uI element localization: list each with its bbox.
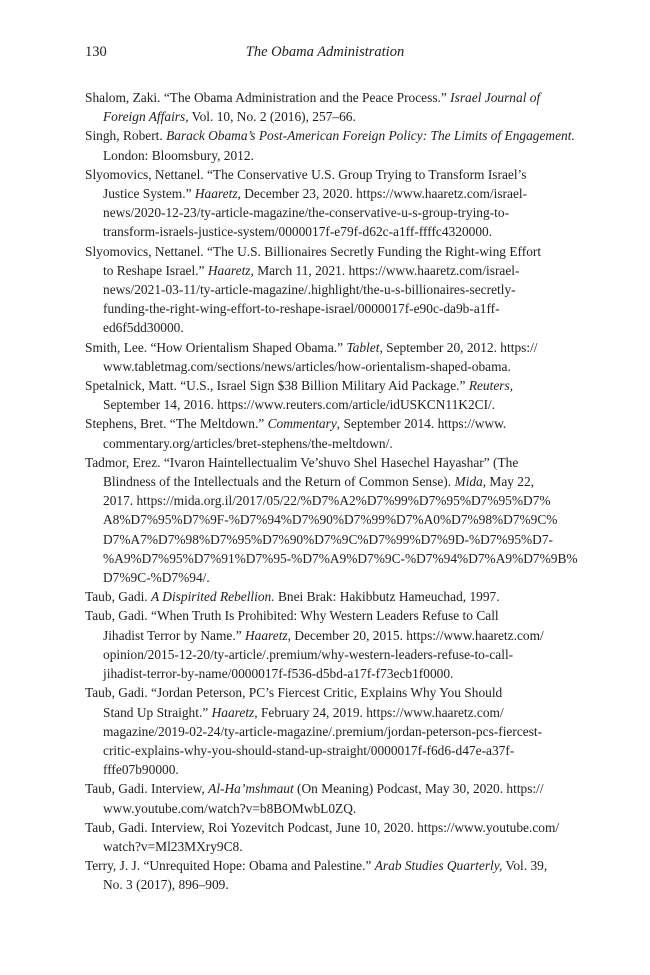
entry-line bbox=[85, 818, 560, 837]
entry-line bbox=[85, 107, 560, 126]
entry-text: , March 11, 2021. https://www.haaretz.com/israel- bbox=[250, 262, 520, 278]
entry-line bbox=[85, 318, 560, 337]
running-head: The Obama Administration bbox=[245, 44, 405, 60]
entry-line bbox=[85, 587, 560, 606]
italic-title: Reuters bbox=[468, 378, 510, 394]
bibliography-list bbox=[85, 88, 578, 895]
entry-text: www.youtube.com/watch?v=b8BOMwbL0ZQ. bbox=[103, 800, 357, 816]
entry-line bbox=[85, 222, 560, 241]
entry-line bbox=[85, 184, 560, 203]
entry-line bbox=[85, 165, 560, 184]
entry-text: Shalom, Zaki. “The Obama Administration and the Peace Process.” bbox=[85, 90, 451, 105]
entry-text: opinion/2015-12-20/ty-article/.premium/why-western-leaders-refuse-to-call- bbox=[103, 646, 514, 662]
entry-line bbox=[85, 203, 560, 222]
entry-line bbox=[85, 837, 560, 856]
entry-line bbox=[85, 88, 560, 107]
entry-line bbox=[85, 357, 560, 376]
bibliography-entry bbox=[85, 779, 560, 817]
entry-text: watch?v=Ml23MXry9C8. bbox=[103, 838, 243, 854]
bibliography-entry bbox=[85, 587, 560, 606]
entry-line bbox=[85, 510, 560, 529]
entry-line bbox=[85, 261, 560, 280]
bibliography-entry bbox=[85, 414, 560, 452]
entry-text: news/2020-12-23/ty-article-magazine/the-conservative-u-s-group-trying-to- bbox=[103, 205, 510, 221]
entry-line bbox=[85, 376, 560, 395]
italic-title: Foreign Affairs, bbox=[103, 109, 189, 125]
entry-line bbox=[85, 683, 560, 702]
entry-text: jihadist-terror-by-name/0000017f-f536-d5bd-a17f-f73ecb1f0000. bbox=[103, 666, 454, 682]
entry-text: D7%9C-%D7%94/. bbox=[103, 570, 210, 586]
entry-text: %A9%D7%95%D7%91%D7%95-%D7%A9%D7%9C-%D7%94%D7%A9%D7%9B% bbox=[103, 550, 578, 566]
entry-text: Jihadist Terror by Name.” bbox=[103, 627, 245, 643]
page-number: 130 bbox=[85, 44, 107, 60]
entry-line bbox=[85, 722, 560, 741]
entry-text: Vol. 39, bbox=[502, 858, 548, 874]
entry-text: , bbox=[509, 378, 514, 394]
bibliography-entry bbox=[85, 242, 560, 338]
entry-text: Stephens, Bret. “The Meltdown.” bbox=[85, 416, 268, 432]
entry-line bbox=[85, 491, 560, 510]
entry-line bbox=[85, 856, 560, 875]
italic-title: Haaretz bbox=[211, 704, 255, 720]
entry-line bbox=[85, 664, 560, 683]
entry-line bbox=[85, 299, 560, 318]
entry-text: London: Bloomsbury, 2012. bbox=[103, 147, 254, 163]
entry-line bbox=[85, 242, 560, 261]
entry-text: to Reshape Israel.” bbox=[103, 262, 208, 278]
entry-text: magazine/2019-02-24/ty-article-magazine/.premium/jordan-peterson-pcs-fiercest- bbox=[103, 723, 543, 739]
entry-text: (On Meaning) Podcast, May 30, 2020. https:// bbox=[293, 781, 544, 797]
bibliography-entry bbox=[85, 683, 560, 779]
entry-line bbox=[85, 799, 560, 818]
entry-text: www.tabletmag.com/sections/news/articles/how-orientalism-shaped-obama. bbox=[103, 358, 511, 374]
italic-title: Haaretz bbox=[194, 186, 238, 202]
entry-text: Justice System.” bbox=[103, 186, 195, 202]
entry-text: 2017. https://mida.org.il/2017/05/22/%D7%A2%D7%99%D7%95%D7%95%D7% bbox=[103, 493, 551, 509]
entry-line bbox=[85, 606, 560, 625]
entry-text: Slyomovics, Nettanel. “The U.S. Billionaires Secretly Funding the Right-wing Effort bbox=[85, 243, 542, 259]
entry-text: Taub, Gadi. Interview, Roi Yozevitch Podcast, June 10, 2020. https://www.youtube.com/ bbox=[85, 819, 560, 835]
entry-text: No. 3 (2017), 896–909. bbox=[103, 877, 229, 893]
bibliography-entry bbox=[85, 126, 575, 164]
entry-line bbox=[85, 280, 560, 299]
entry-line bbox=[85, 126, 575, 145]
entry-line bbox=[85, 741, 560, 760]
entry-text: Slyomovics, Nettanel. “The Conservative U.S. Group Trying to Transform Israel’s bbox=[85, 166, 527, 182]
entry-text: Taub, Gadi. “Jordan Peterson, PC’s Fiercest Critic, Explains Why You Should bbox=[85, 685, 503, 701]
entry-line bbox=[85, 645, 560, 664]
entry-line bbox=[85, 434, 560, 453]
entry-line bbox=[85, 626, 560, 645]
entry-text: Terry, J. J. “Unrequited Hope: Obama and Palestine.” bbox=[85, 858, 375, 874]
bibliography-entry bbox=[85, 338, 560, 376]
entry-text: Bnei Brak: Hakibbutz Hameuchad, 1997. bbox=[274, 589, 500, 605]
italic-title: Israel Journal of bbox=[450, 90, 541, 105]
entry-line bbox=[85, 549, 578, 568]
bibliography-entry bbox=[85, 856, 560, 894]
bibliography-entry bbox=[85, 165, 560, 242]
entry-text: September 14, 2016. https://www.reuters.com/article/idUSKCN11K2CI/. bbox=[103, 397, 496, 413]
entry-line bbox=[85, 703, 560, 722]
entry-text: transform-israels-justice-system/0000017f-e79f-d62c-a1ff-ffffc4320000. bbox=[103, 224, 493, 240]
bibliography-entry bbox=[85, 606, 560, 683]
entry-text: , December 23, 2020. https://www.haaretz.com/israel- bbox=[237, 186, 528, 202]
entry-text: Singh, Robert. bbox=[85, 128, 167, 144]
entry-line bbox=[85, 472, 560, 491]
italic-title: Haaretz bbox=[244, 627, 288, 643]
entry-text: Stand Up Straight.” bbox=[103, 704, 212, 720]
italic-title: A Dispirited Rebellion. bbox=[151, 589, 275, 605]
entry-text: critic-explains-why-you-should-stand-up-straight/0000017f-f6d6-d47e-a37f- bbox=[103, 742, 515, 758]
entry-text: news/2021-03-11/ty-article-magazine/.highlight/the-u-s-billionaires-secretly- bbox=[103, 282, 516, 298]
entry-line bbox=[85, 395, 560, 414]
entry-text: Smith, Lee. “How Orientalism Shaped Obama.” bbox=[85, 339, 347, 355]
bibliography-entry bbox=[85, 376, 560, 414]
italic-title: Commentary bbox=[267, 416, 337, 432]
entry-text: D7%A7%D7%98%D7%95%D7%90%D7%9C%D7%99%D7%9D-%D7%95%D7- bbox=[103, 531, 553, 547]
entry-line bbox=[85, 453, 560, 472]
entry-line bbox=[85, 414, 560, 433]
entry-line bbox=[85, 779, 560, 798]
bibliography-entry bbox=[85, 88, 560, 126]
entry-text: Vol. 10, No. 2 (2016), 257–66. bbox=[188, 109, 356, 125]
entry-text: , May 22, bbox=[482, 474, 535, 490]
entry-text: commentary.org/articles/bret-stephens/the-meltdown/. bbox=[103, 435, 393, 451]
italic-title: Barack Obama’s Post-American Foreign Policy: The Limits of Engagement. bbox=[166, 128, 575, 144]
italic-title: Al-Ha’mshmaut bbox=[208, 781, 294, 797]
entry-line bbox=[85, 875, 560, 894]
entry-text: Tadmor, Erez. “Ivaron Haintellectualim Ve’shuvo Shel Hasechel Hayashar” (The bbox=[85, 454, 519, 470]
italic-title: Tablet bbox=[346, 339, 380, 355]
bibliography-entry bbox=[85, 818, 560, 856]
entry-line bbox=[85, 530, 560, 549]
entry-text: ed6f5dd30000. bbox=[103, 320, 184, 336]
entry-text: , February 24, 2019. https://www.haaretz.com/ bbox=[254, 704, 504, 720]
entry-text: A8%D7%95%D7%9F-%D7%94%D7%90%D7%99%D7%A0%D7%98%D7%9C% bbox=[103, 512, 558, 528]
entry-text: , September 20, 2012. https:// bbox=[379, 339, 538, 355]
entry-line bbox=[85, 146, 560, 165]
entry-text: , December 20, 2015. https://www.haaretz.com/ bbox=[287, 627, 544, 643]
entry-line bbox=[85, 338, 560, 357]
entry-text: Spetalnick, Matt. “U.S., Israel Sign $38 Billion Military Aid Package.” bbox=[85, 378, 469, 394]
bibliography-entry bbox=[85, 453, 578, 587]
entry-text: Taub, Gadi. Interview, bbox=[85, 781, 209, 797]
entry-text: Taub, Gadi. bbox=[85, 589, 151, 605]
italic-title: Haaretz bbox=[207, 262, 251, 278]
entry-text: Taub, Gadi. “When Truth Is Prohibited: Why Western Leaders Refuse to Call bbox=[85, 608, 499, 624]
italic-title: Arab Studies Quarterly, bbox=[374, 858, 503, 874]
italic-title: Mida bbox=[454, 474, 483, 490]
entry-text: , September 2014. https://www. bbox=[336, 416, 507, 432]
entry-text: fffe07b90000. bbox=[103, 762, 179, 778]
entry-text: funding-the-right-wing-effort-to-reshape-israel/0000017f-e90c-da9b-a1ff- bbox=[103, 301, 500, 317]
entry-line bbox=[85, 568, 560, 587]
entry-text: Blindness of the Intellectuals and the Return of Common Sense). bbox=[103, 474, 455, 490]
entry-line bbox=[85, 760, 560, 779]
